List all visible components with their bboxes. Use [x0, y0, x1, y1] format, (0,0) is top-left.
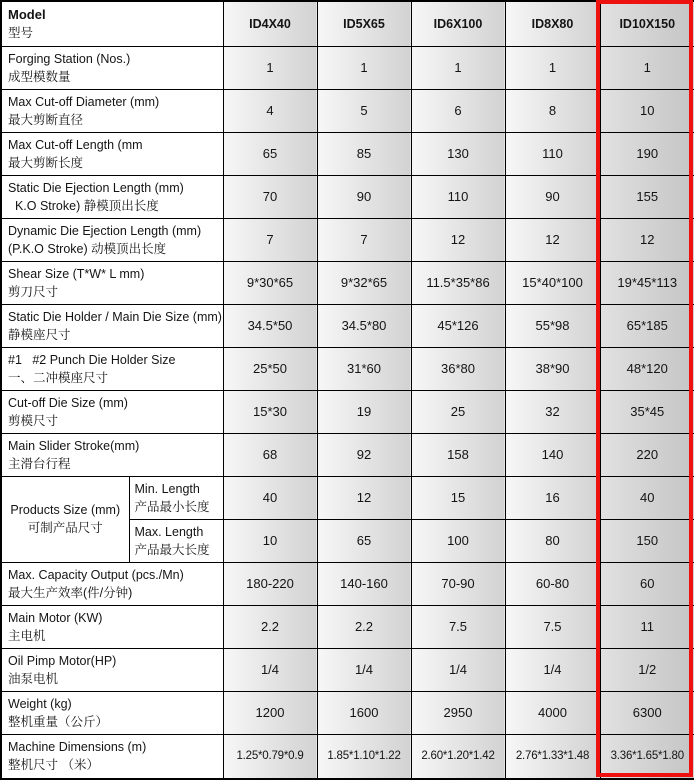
- value-cell: 15: [411, 476, 505, 519]
- value-cell: 1: [505, 46, 600, 89]
- value-cell-highlighted: 65*185: [600, 304, 694, 347]
- model-header-highlighted: ID10X150: [600, 1, 694, 46]
- value-cell: 110: [411, 175, 505, 218]
- value-cell: 15*40*100: [505, 261, 600, 304]
- value-cell-highlighted: 1/2: [600, 648, 694, 691]
- row-label: [1, 175, 223, 218]
- model-header: ID6X100: [411, 1, 505, 46]
- spec-row-max-capacity-output: [1, 562, 694, 605]
- row-label-zh: (P.K.O Stroke) 动模顶出长度: [8, 241, 167, 256]
- value-cell: 2950: [411, 691, 505, 734]
- value-cell: 19: [317, 390, 411, 433]
- row-label-en: Shear Size (T*W* L mm): [8, 266, 145, 281]
- row-label-en: Weight (kg): [8, 696, 72, 711]
- spec-row-forging-station: [1, 46, 694, 89]
- value-cell: 110: [505, 132, 600, 175]
- row-label: [1, 390, 223, 433]
- value-cell: 1/4: [223, 648, 317, 691]
- row-label: [1, 734, 223, 779]
- value-cell: 1/4: [411, 648, 505, 691]
- value-cell: 16: [505, 476, 600, 519]
- value-cell: 40: [223, 476, 317, 519]
- spec-row-machine-dimensions: [1, 734, 694, 779]
- sub-row-label: [129, 476, 223, 519]
- value-cell-highlighted: 35*45: [600, 390, 694, 433]
- row-label-zh: 整机尺寸 （米）: [8, 758, 99, 773]
- row-label: [1, 304, 223, 347]
- spec-row-oil-pump-motor: [1, 648, 694, 691]
- spec-row-max-cutoff-diameter: [1, 89, 694, 132]
- value-cell: 36*80: [411, 347, 505, 390]
- row-label-zh: 成型模数量: [8, 69, 71, 84]
- value-cell: 38*90: [505, 347, 600, 390]
- products-size-group-label: [1, 476, 129, 562]
- row-label: [1, 218, 223, 261]
- sub-label-zh: 产品最大长度: [134, 542, 210, 557]
- row-label-en: #1 #2 Punch Die Holder Size: [8, 352, 176, 367]
- spec-row-products-min-length: [1, 476, 694, 519]
- row-label: [1, 89, 223, 132]
- row-label-en: Static Die Holder / Main Die Size (mm): [8, 309, 222, 324]
- row-label-zh: 剪刀尺寸: [8, 284, 59, 299]
- value-cell: 4: [223, 89, 317, 132]
- value-cell: 65: [223, 132, 317, 175]
- value-cell-highlighted: 12: [600, 218, 694, 261]
- value-cell: 12: [505, 218, 600, 261]
- row-label-zh: 主电机: [8, 628, 46, 643]
- spec-row-cutoff-die-size: [1, 390, 694, 433]
- spec-row-static-die-holder: [1, 304, 694, 347]
- value-cell: 1/4: [505, 648, 600, 691]
- value-cell-highlighted: 10: [600, 89, 694, 132]
- value-cell: 2.2: [317, 605, 411, 648]
- row-label-en: Oil Pimp Motor(HP): [8, 653, 117, 668]
- sub-label-en: Max. Length: [134, 524, 204, 539]
- value-cell: 8: [505, 89, 600, 132]
- value-cell: 32: [505, 390, 600, 433]
- row-label: [1, 648, 223, 691]
- model-header: ID8X80: [505, 1, 600, 46]
- sub-label-zh: 产品最小长度: [134, 499, 210, 514]
- value-cell: 31*60: [317, 347, 411, 390]
- value-cell: 9*30*65: [223, 261, 317, 304]
- value-cell: 34.5*50: [223, 304, 317, 347]
- value-cell: 11.5*35*86: [411, 261, 505, 304]
- value-cell: 158: [411, 433, 505, 476]
- value-cell: 6: [411, 89, 505, 132]
- row-label: [1, 132, 223, 175]
- row-label-zh: 最大剪断长度: [8, 155, 84, 170]
- value-cell: 25: [411, 390, 505, 433]
- spec-row-dynamic-die-ejection: [1, 218, 694, 261]
- value-cell: 80: [505, 519, 600, 562]
- value-cell: 4000: [505, 691, 600, 734]
- row-label-zh: 最大生产效率(件/分钟): [8, 585, 133, 600]
- row-label: [1, 261, 223, 304]
- value-cell: 1: [317, 46, 411, 89]
- value-cell: 1/4: [317, 648, 411, 691]
- row-label-en: Dynamic Die Ejection Length (mm): [8, 223, 202, 238]
- sub-label-en: Min. Length: [134, 481, 200, 496]
- value-cell: 45*126: [411, 304, 505, 347]
- value-cell: 70-90: [411, 562, 505, 605]
- value-cell: 7.5: [505, 605, 600, 648]
- spec-row-main-slider-stroke: [1, 433, 694, 476]
- value-cell: 9*32*65: [317, 261, 411, 304]
- row-label: [1, 433, 223, 476]
- row-label-en: Cut-off Die Size (mm): [8, 395, 128, 410]
- value-cell: 7: [223, 218, 317, 261]
- row-label-zh: 整机重量（公斤）: [8, 714, 109, 729]
- value-cell-highlighted: 3.36*1.65*1.80: [600, 734, 694, 779]
- sub-row-label: [129, 519, 223, 562]
- value-cell: 25*50: [223, 347, 317, 390]
- spec-row-main-motor: [1, 605, 694, 648]
- row-label-en: Static Die Ejection Length (mm): [8, 180, 184, 195]
- row-label: [1, 46, 223, 89]
- row-label-zh: 一、二冲模座尺寸: [8, 370, 109, 385]
- value-cell: 55*98: [505, 304, 600, 347]
- value-cell-highlighted: 6300: [600, 691, 694, 734]
- value-cell: 92: [317, 433, 411, 476]
- row-label: [1, 562, 223, 605]
- value-cell: 2.2: [223, 605, 317, 648]
- row-label-zh: 油泵电机: [8, 671, 59, 686]
- row-label-en: Main Motor (KW): [8, 610, 103, 625]
- value-cell: 2.60*1.20*1.42: [411, 734, 505, 779]
- row-label-en: Max Cut-off Diameter (mm): [8, 94, 160, 109]
- value-cell: 60-80: [505, 562, 600, 605]
- value-cell: 1600: [317, 691, 411, 734]
- row-label: [1, 605, 223, 648]
- header-row: [1, 1, 694, 46]
- value-cell-highlighted: 40: [600, 476, 694, 519]
- spec-row-punch-die-holder: [1, 347, 694, 390]
- row-label-zh: 静模座尺寸: [8, 327, 71, 342]
- value-cell: 140: [505, 433, 600, 476]
- row-label-zh: 最大剪断直径: [8, 112, 84, 127]
- row-label-en: Max Cut-off Length (mm: [8, 137, 143, 152]
- value-cell: 12: [317, 476, 411, 519]
- row-label-en: Forging Station (Nos.): [8, 51, 131, 66]
- value-cell: 15*30: [223, 390, 317, 433]
- value-cell: 65: [317, 519, 411, 562]
- row-label-en: Main Slider Stroke(mm): [8, 438, 140, 453]
- value-cell: 7: [317, 218, 411, 261]
- header-label-zh: 型号: [8, 25, 34, 40]
- value-cell-highlighted: 150: [600, 519, 694, 562]
- value-cell: 1: [223, 46, 317, 89]
- value-cell: 12: [411, 218, 505, 261]
- row-label-zh: 主滑台行程: [8, 456, 71, 471]
- value-cell: 10: [223, 519, 317, 562]
- model-header: ID4X40: [223, 1, 317, 46]
- value-cell: 7.5: [411, 605, 505, 648]
- value-cell: 2.76*1.33*1.48: [505, 734, 600, 779]
- value-cell-highlighted: 48*120: [600, 347, 694, 390]
- value-cell: 180-220: [223, 562, 317, 605]
- value-cell: 5: [317, 89, 411, 132]
- value-cell-highlighted: 190: [600, 132, 694, 175]
- group-label-en: Products Size (mm): [10, 503, 121, 517]
- value-cell: 130: [411, 132, 505, 175]
- value-cell: 1200: [223, 691, 317, 734]
- group-label-zh: 可制产品尺寸: [27, 521, 103, 535]
- row-label-zh: K.O Stroke) 静模顶出长度: [8, 198, 159, 213]
- spec-row-shear-size: [1, 261, 694, 304]
- value-cell-highlighted: 11: [600, 605, 694, 648]
- value-cell: 85: [317, 132, 411, 175]
- value-cell: 1.85*1.10*1.22: [317, 734, 411, 779]
- row-label: [1, 347, 223, 390]
- value-cell: 68: [223, 433, 317, 476]
- value-cell-highlighted: 155: [600, 175, 694, 218]
- header-label-cell: [1, 1, 223, 46]
- value-cell: 70: [223, 175, 317, 218]
- value-cell-highlighted: 19*45*113: [600, 261, 694, 304]
- value-cell: 100: [411, 519, 505, 562]
- value-cell-highlighted: 1: [600, 46, 694, 89]
- value-cell: 1.25*0.79*0.9: [223, 734, 317, 779]
- value-cell-highlighted: 220: [600, 433, 694, 476]
- value-cell: 140-160: [317, 562, 411, 605]
- spec-row-max-cutoff-length: [1, 132, 694, 175]
- header-label-en: Model: [8, 6, 46, 22]
- row-label-zh: 剪模尺寸: [8, 413, 59, 428]
- spec-row-static-die-ejection: [1, 175, 694, 218]
- value-cell: 34.5*80: [317, 304, 411, 347]
- row-label: [1, 691, 223, 734]
- value-cell: 90: [317, 175, 411, 218]
- spec-row-weight: [1, 691, 694, 734]
- row-label-en: Max. Capacity Output (pcs./Mn): [8, 567, 184, 582]
- value-cell-highlighted: 60: [600, 562, 694, 605]
- model-header: ID5X65: [317, 1, 411, 46]
- value-cell: 90: [505, 175, 600, 218]
- value-cell: 1: [411, 46, 505, 89]
- row-label-en: Machine Dimensions (m): [8, 740, 147, 755]
